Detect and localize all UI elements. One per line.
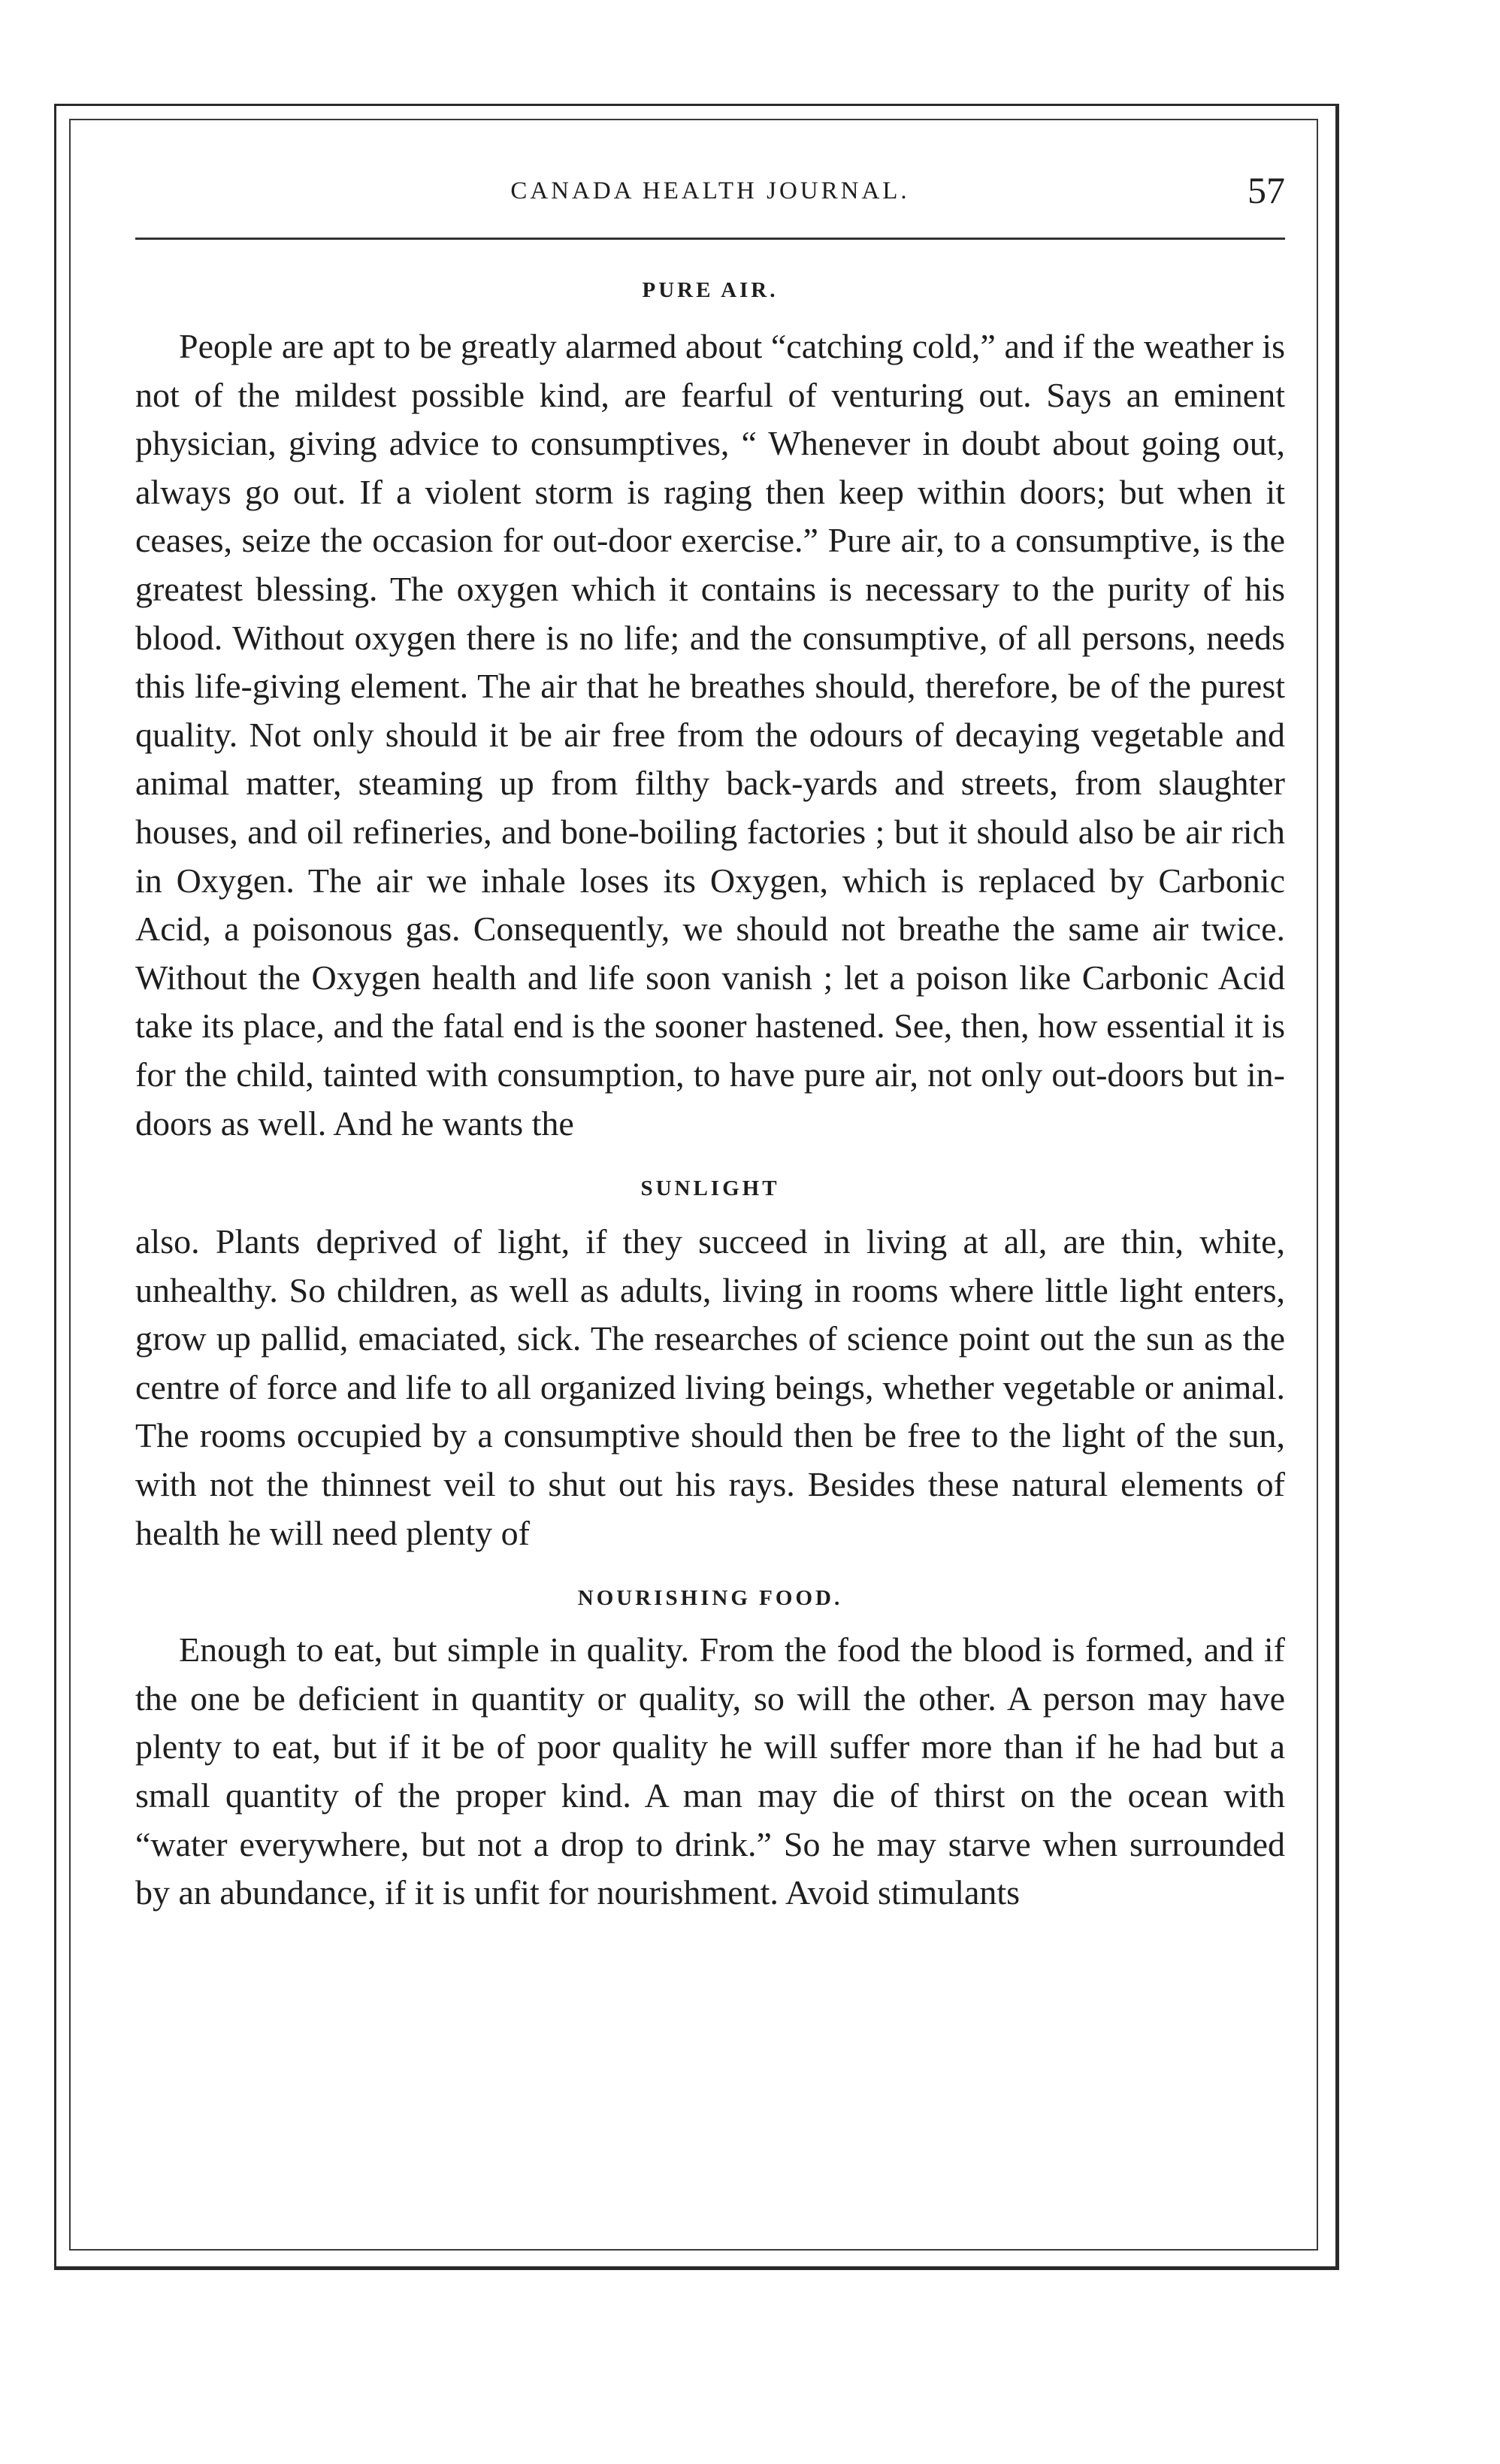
section-heading-sunlight: SUNLIGHT: [640, 1176, 780, 1201]
journal-title: CANADA HEALTH JOURNAL.: [510, 177, 910, 204]
paragraph-pure-air: People are apt to be greatly alarmed about “catching cold,” and if the weather is not of the mildest possible kind, are fearful of venturing out. Says an eminent physician, giving advice to consumptives, “ Whenever in doubt about going out, always go out. If a violent storm is raging then keep within doors; but when it ceases, seize the occasion for out-door exercise.” Pure air, to a consumptive, is the greatest blessing. The oxygen which it contains is necessary to the purity of his blood. Without oxygen there is no life; and the consumptive, of all persons, needs this life-giving element. The air that he breathes should, therefore, be of the purest quality. Not only should it be air free from the odours of decaying vegetable and animal matter, steaming up from filthy back-yards and streets, from slaughter houses, and oil refineries, and bone-boiling factories ; but it should also be air rich in Oxygen. The air we inhale loses its Oxygen, which is replaced by Carbonic Acid, a poisonous gas. Consequently, we should not breathe the same air twice. Without the Oxygen health and life soon vanish ; let a poison like Carbonic Acid take its place, and the fatal end is the sooner hastened. See, then, how essential it is for the child, tainted with consumption, to have pure air, not only out-doors but in-doors as well. And he wants the: [135, 327, 1285, 1143]
page-number: 57: [1247, 169, 1285, 211]
paragraph-nourishing-food: Enough to eat, but simple in quality. From the food the blood is formed, and if the one be deficient in quantity or quality, so will the other. A person may have plenty to eat, but if it be of poor quality he will suffer more than if he had but a small quantity of the proper kind. A man may die of thirst on the ocean with “water everywhere, but not a drop to drink.” So he may starve when surrounded by an abundance, if it is unfit for nourishment. Avoid stimulants: [135, 1630, 1285, 1912]
section-heading-pure-air: PURE AIR.: [642, 278, 779, 302]
paragraph-sunlight: also. Plants deprived of light, if they succeed in living at all, are thin, white, unhealthy. So children, as well as adults, living in rooms where little light enters, grow up pallid, emaciated, sick. The researches of science point out the sun as the centre of force and life to all organized living beings, whether vegetable or animal. The rooms occupied by a consumptive should then be free to the light of the sun, with not the thinnest veil to shut out his rays. Besides these natural elements of health he will need plenty of: [135, 1222, 1285, 1552]
page-content: [135, 169, 1285, 1918]
running-head: [135, 169, 1285, 218]
header-rule: [135, 238, 1285, 240]
section-heading-nourishing-food: NOURISHING FOOD.: [577, 1586, 843, 1611]
